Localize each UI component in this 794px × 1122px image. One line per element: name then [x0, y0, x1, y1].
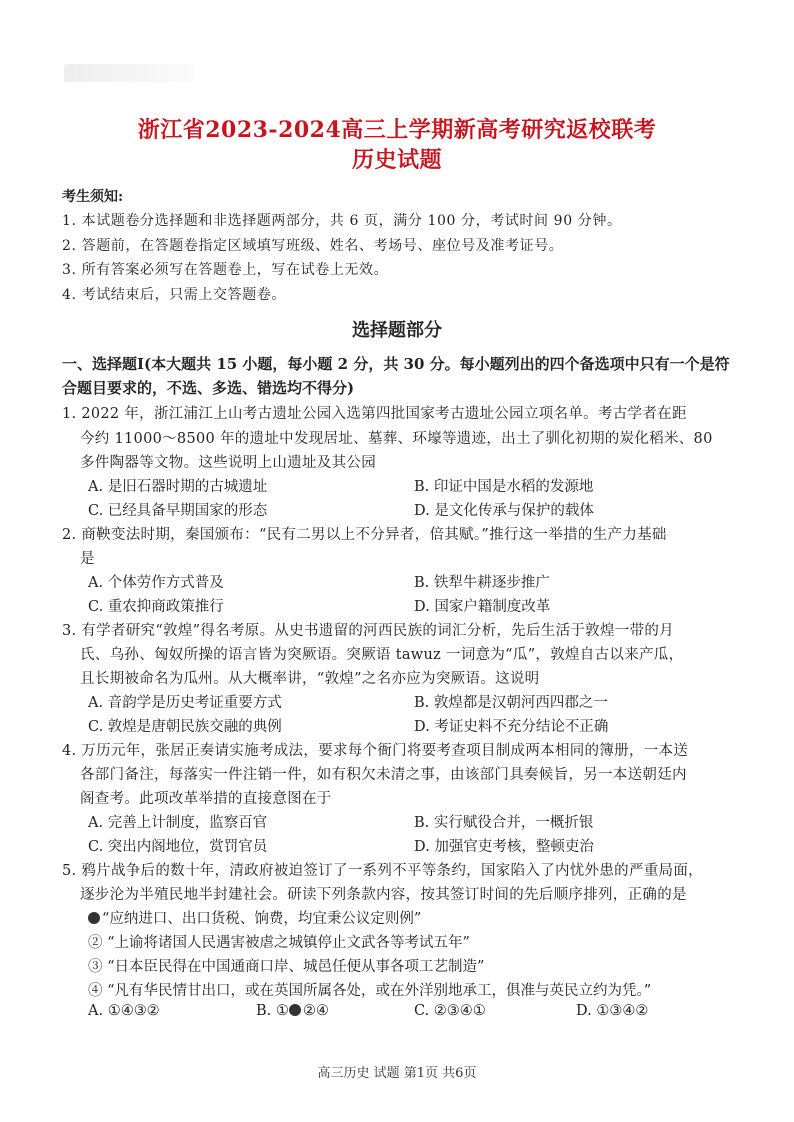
question-5-line: 5. 鸦片战争后的数十年，清政府被迫签订了一系列不平等条约，国家陷入了内忧外患的严重局面，	[62, 863, 703, 879]
question-2-option-c: C. 重农抑商政策推行	[88, 599, 224, 615]
question-5-option-c: C. ②③④①	[414, 1003, 486, 1019]
question-5-line: 逐步沦为半殖民地半封建社会。研读下列条款内容，按其签订时间的先后顺序排列，正确的是	[80, 887, 687, 903]
section-instruction: 一、选择题Ⅰ(本大题共 15 小题，每小题 2 分，共 30 分。每小题列出的四个备选项中只有一个是符合题目要求的，不选、多选、错选均不得分)	[62, 355, 730, 397]
notice-heading: 考生须知:	[62, 189, 124, 205]
question-2-option-d: D. 国家户籍制度改革	[414, 599, 551, 615]
question-3-line: 且长期被命名为瓜州。从大概率讲，“敦煌”之名亦应为突厥语。这说明	[80, 671, 540, 687]
question-2-option-a: A. 个体劳作方式普及	[88, 575, 224, 591]
question-2-line: 2. 商鞅变法时期，秦国颁布：“民有二男以上不分异者，倍其赋。”推行这一举措的生产力基础	[62, 527, 667, 543]
question-2-option-b: B. 铁犁牛耕逐步推广	[414, 575, 550, 591]
question-1-option-c: C. 已经具备早期国家的形态	[88, 503, 268, 519]
question-2-line: 是	[80, 551, 95, 567]
question-5-item-1	[88, 907, 421, 928]
question-4-option-d: D. 加强官吏考核，整顿吏治	[414, 839, 594, 855]
question-3-option-a: A. 音韵学是历史考证重要方式	[88, 695, 282, 711]
question-1-option-a: A. 是旧石器时期的古城遗址	[88, 479, 268, 495]
question-5-option-b	[256, 1003, 329, 1019]
exam-subtitle: 历史试题	[351, 147, 442, 173]
page-footer: 高三历史 试题 第1页 共6页	[317, 1066, 477, 1081]
ink-blot-icon	[88, 912, 100, 924]
question-4-line: 各部门备注，每落实一件注销一件，如有积欠未清之事，由该部门具奏候旨，另一本送朝廷内	[80, 767, 687, 783]
question-1-option-b: B. 印证中国是水稻的发源地	[414, 479, 594, 495]
question-5-item-text: “应纳进口、出口货税、饷费，均宜秉公议定则例”	[102, 911, 422, 927]
ink-blot-icon	[289, 1004, 301, 1016]
question-4-option-a: A. 完善上计制度，监察百官	[88, 815, 268, 831]
question-3-option-b: B. 敦煌都是汉朝河西四郡之一	[414, 695, 608, 711]
notice-item: 2. 答题前，在答题卷指定区域填写班级、姓名、考场号、座位号及准考证号。	[62, 238, 564, 254]
question-5-option-b-suffix: ②④	[302, 1003, 329, 1019]
question-5-item-2: ② “上谕将诸国人民遇害被虐之城镇停止文武各等考试五年”	[88, 935, 470, 951]
question-4-option-c: C. 突出内阁地位，赏罚官员	[88, 839, 268, 855]
question-1-line: 多件陶器等文物。这些说明上山遗址及其公园	[80, 455, 376, 471]
question-5-item-4: ④ “凡有华民情甘出口，或在英国所属各处，或在外洋别地承工，俱准与英民立约为凭。”	[88, 983, 652, 999]
question-1-line: 今约 11000～8500 年的遗址中发现居址、墓葬、环壕等遗迹，出土了驯化初期的炭化稻米、80	[80, 431, 713, 447]
question-4-option-b: B. 实行赋役合并，一概折银	[414, 815, 594, 831]
question-5-option-b-prefix: B. ①	[256, 1003, 289, 1019]
question-3-line: 3. 有学者研究“敦煌”得名考原。从史书遗留的河西民族的词汇分析，先后生活于敦煌一带的月	[62, 623, 674, 639]
section-title: 选择题部分	[352, 320, 442, 341]
notice-item: 1. 本试题卷分选择题和非选择题两部分，共 6 页，满分 100 分，考试时间 90 分钟。	[62, 213, 622, 229]
question-5-option-d: D. ①③④②	[576, 1003, 649, 1019]
question-5-item-3: ③ “日本臣民得在中国通商口岸、城邑任便从事各项工艺制造”	[88, 959, 485, 975]
question-3-line: 氏、乌孙、匈奴所操的语言皆为突厥语。突厥语 tawuz 一词意为“瓜”，敦煌自古以来产瓜，	[80, 647, 684, 663]
question-3-option-d: D. 考证史料不充分结论不正确	[414, 719, 609, 735]
question-4-line: 阁查考。此项改革举措的直接意图在于	[80, 791, 332, 807]
exam-title: 浙江省2023-2024高三上学期新高考研究返校联考	[137, 117, 657, 143]
watermark-stamp	[64, 64, 194, 82]
question-4-line: 4. 万历元年，张居正奏请实施考成法，要求每个衙门将要考查项目制成两本相同的簿册，一本送	[62, 743, 689, 759]
question-1-line: 1. 2022 年，浙江浦江上山考古遗址公园入选第四批国家考古遗址公园立项名单。考古学者在距	[62, 406, 687, 422]
question-5-option-a: A. ①④③②	[88, 1003, 160, 1019]
question-3-option-c: C. 敦煌是唐朝民族交融的典例	[88, 719, 282, 735]
question-1-option-d: D. 是文化传承与保护的载体	[414, 503, 594, 519]
notice-item: 3. 所有答案必须写在答题卷上，写在试卷上无效。	[62, 262, 389, 278]
notice-item: 4. 考试结束后，只需上交答题卷。	[62, 287, 287, 303]
